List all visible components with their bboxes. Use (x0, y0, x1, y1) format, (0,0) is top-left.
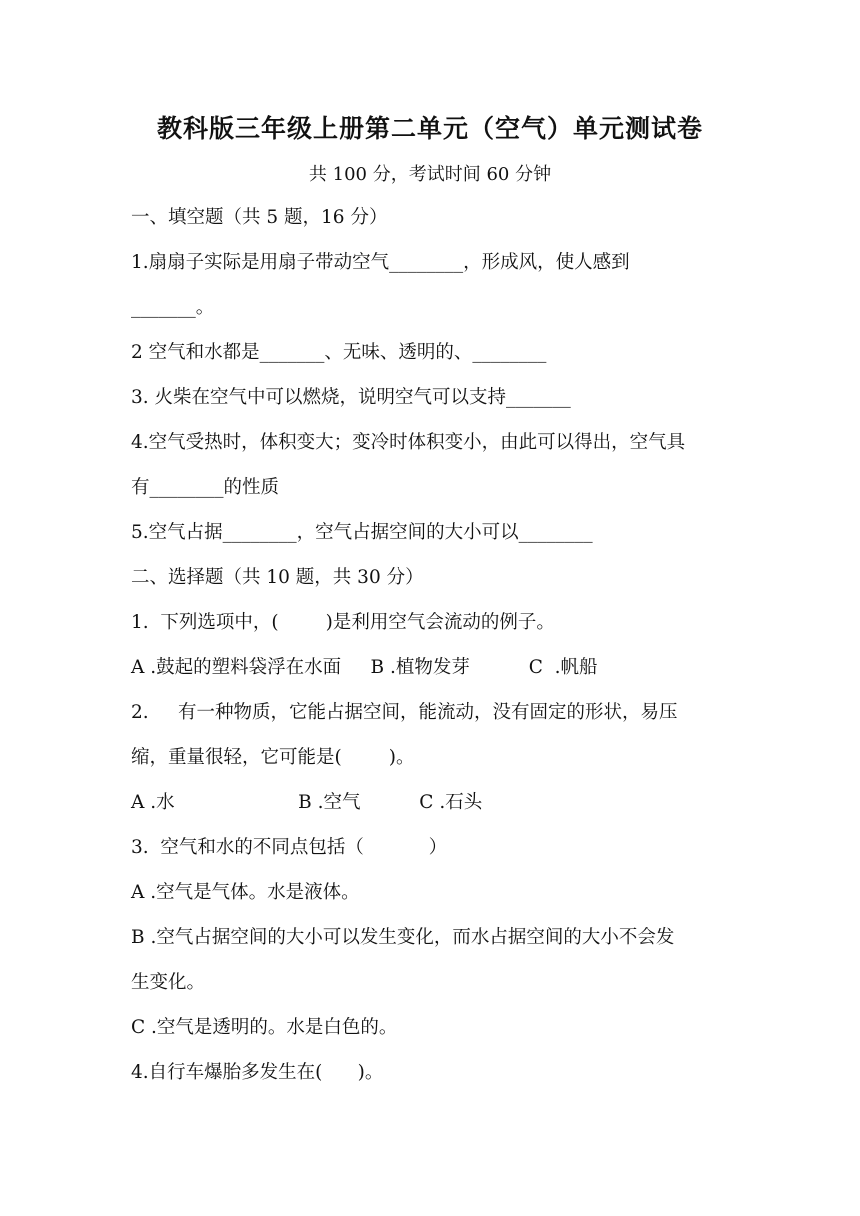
choice-question-3-option-b-line-1: B .空气占据空间的大小可以发生变化，而水占据空间的大小不会发 (131, 927, 675, 948)
fill-question-2: 2 空气和水都是_______、无味、透明的、________ (131, 342, 547, 363)
choice-question-3-option-a: A .空气是气体。水是液体。 (131, 882, 360, 903)
choice-question-1: 1. 下列选项中，( )是利用空气会流动的例子。 (131, 612, 555, 633)
choice-question-2-line-2: 缩，重量很轻，它可能是( )。 (131, 747, 415, 768)
fill-question-5: 5.空气占据________，空气占据空间的大小可以________ (131, 522, 593, 543)
choice-question-3-option-b-line-2: 生变化。 (131, 972, 206, 993)
choice-question-2-options: A .水 B .空气 C .石头 (131, 792, 483, 813)
fill-question-3: 3. 火柴在空气中可以燃烧，说明空气可以支持_______ (131, 387, 571, 408)
choice-question-2-line-1: 2. 有一种物质，它能占据空间，能流动，没有固定的形状，易压 (131, 702, 678, 723)
exam-subtitle: 共 100 分，考试时间 60 分钟 (308, 164, 552, 185)
section-heading-choice: 二、选择题（共 10 题，共 30 分） (131, 567, 424, 588)
exam-title: 教科版三年级上册第二单元（空气）单元测试卷 (156, 114, 703, 143)
fill-question-4-line-2: 有________的性质 (131, 477, 280, 498)
fill-question-1-line-1: 1.扇扇子实际是用扇子带动空气________，形成风，使人感到 (131, 252, 630, 273)
choice-question-3-option-c: C .空气是透明的。水是白色的。 (131, 1017, 398, 1038)
choice-question-4: 4.自行车爆胎多发生在( )。 (131, 1062, 384, 1083)
section-heading-fill-blank: 一、填空题（共 5 题，16 分） (131, 207, 388, 228)
fill-question-4-line-1: 4.空气受热时，体积变大；变冷时体积变小，由此可以得出，空气具 (131, 432, 686, 453)
choice-question-1-options: A .鼓起的塑料袋浮在水面 B .植物发芽 C .帆船 (131, 657, 598, 678)
choice-question-3: 3. 空气和水的不同点包括（ ） (131, 837, 448, 858)
fill-question-1-line-2: _______。 (131, 297, 215, 318)
